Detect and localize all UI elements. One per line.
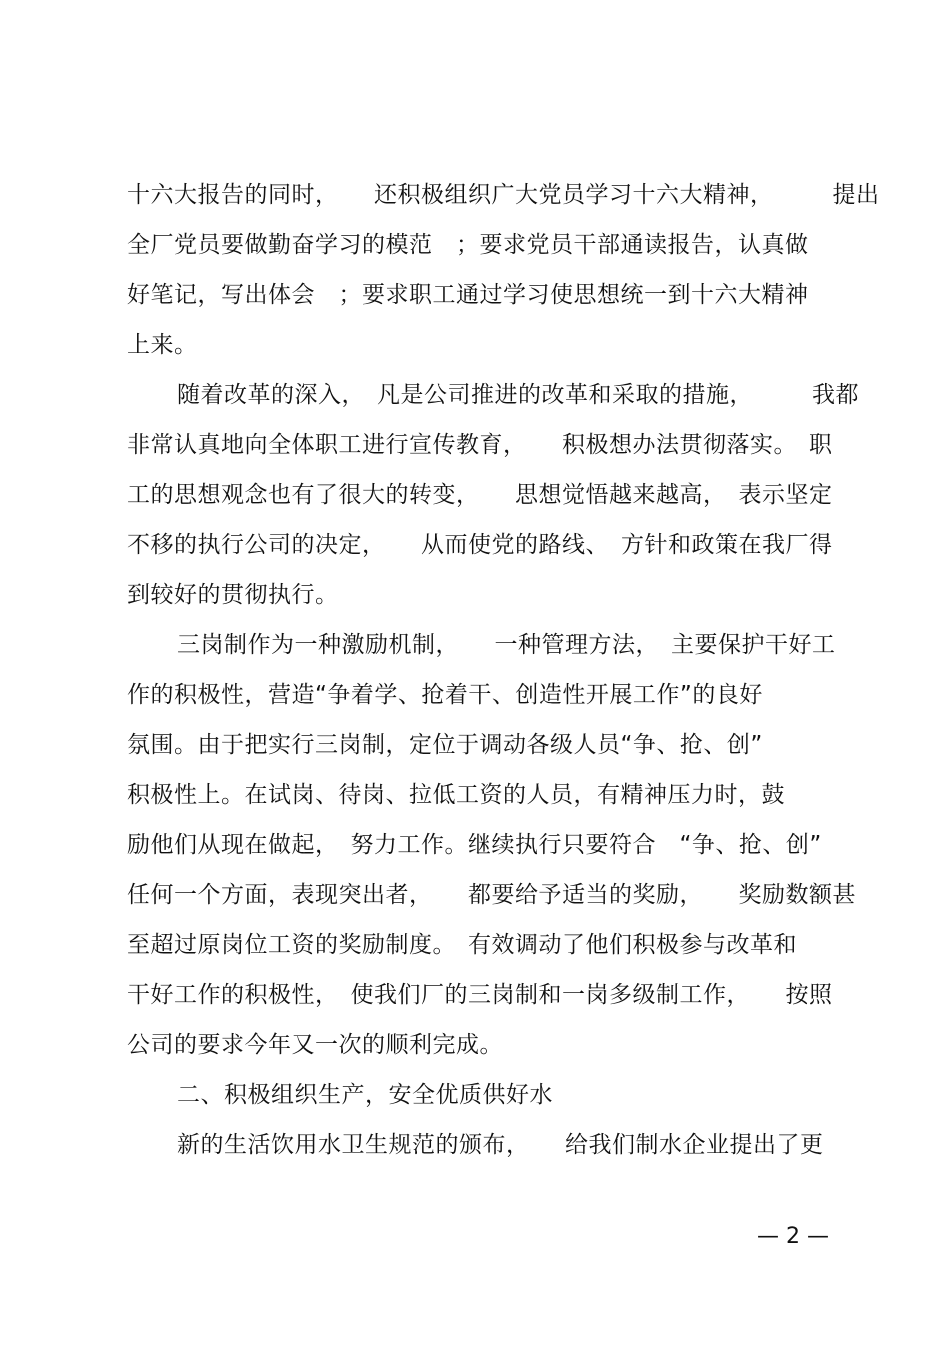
body-text-line: 到较好的贯彻执行。 (127, 582, 339, 608)
body-text-line: 十六大报告的同时， 还积极组织广大党员学习十六大精神， 提出 (127, 182, 880, 208)
body-text-line: 工的思想观念也有了很大的转变， 思想觉悟越来越高， 表示坚定 (127, 482, 833, 508)
page-number: — 2 — (757, 1224, 829, 1249)
paragraph-first-line: 三岗制作为一种激励机制， 一种管理方法， 主要保护干好工 (177, 632, 836, 658)
section-heading: 二、积极组织生产，安全优质供好水 (177, 1082, 553, 1108)
body-text-line: 氛围。由于把实行三岗制，定位于调动各级人员“争、抢、创” (127, 732, 763, 758)
body-text-line: 积极性上。在试岗、待岗、拉低工资的人员，有精神压力时，鼓 (127, 782, 785, 808)
body-text-line: 好笔记，写出体会 ；要求职工通过学习使思想统一到十六大精神 (127, 282, 809, 308)
paragraph-first-line: 随着改革的深入， 凡是公司推进的改革和采取的措施， 我都 (177, 382, 859, 408)
body-text-line: 励他们从现在做起， 努力工作。继续执行只要符合 “争、抢、创” (127, 832, 822, 858)
body-text-line: 干好工作的积极性， 使我们厂的三岗制和一岗多级制工作， 按照 (127, 982, 833, 1008)
body-text-line: 公司的要求今年又一次的顺利完成。 (127, 1032, 503, 1058)
body-text-line: 至超过原岗位工资的奖励制度。 有效调动了他们积极参与改革和 (127, 932, 797, 958)
body-text-line: 非常认真地向全体职工进行宣传教育， 积极想办法贯彻落实。 职 (127, 432, 833, 458)
body-text-line: 上来。 (127, 332, 198, 358)
body-text-line: 全厂党员要做勤奋学习的模范 ；要求党员干部通读报告，认真做 (127, 232, 809, 258)
paragraph-first-line: 新的生活饮用水卫生规范的颁布， 给我们制水企业提出了更 (177, 1132, 824, 1158)
body-text-line: 作的积极性，营造“争着学、抢着干、创造性开展工作”的良好 (127, 682, 763, 708)
body-text-line: 不移的执行公司的决定， 从而使党的路线、 方针和政策在我厂得 (127, 532, 833, 558)
body-text-line: 任何一个方面，表现突出者， 都要给予适当的奖励， 奖励数额甚 (127, 882, 856, 908)
